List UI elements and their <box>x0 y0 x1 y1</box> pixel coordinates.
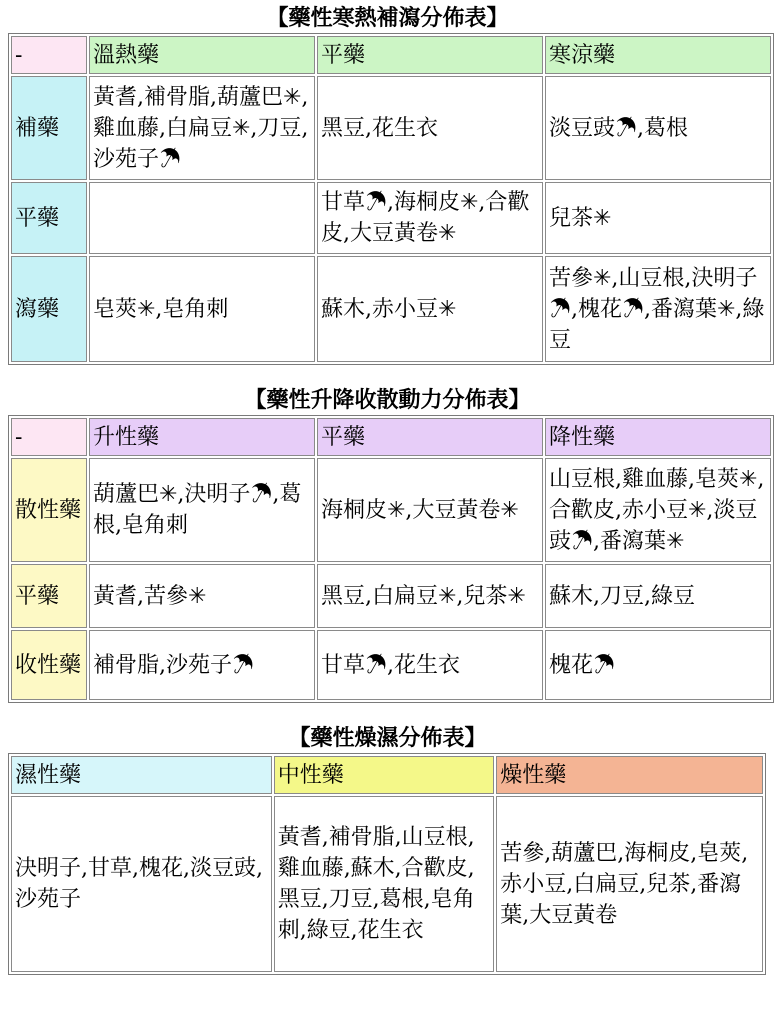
table-cell: 淡豆豉☂,葛根 <box>545 76 771 180</box>
table-cell: 皂莢✳,皂角刺 <box>89 256 315 362</box>
header-neutral: 中性藥 <box>274 756 495 794</box>
table1-title: 【藥性寒熱補瀉分佈表】 <box>266 5 509 31</box>
table-cell: 黃耆,苦參✳ <box>89 564 315 628</box>
header-cold-cool: 寒涼藥 <box>545 36 771 74</box>
table-cell: 苦參,葫蘆巴,海桐皮,皂莢,赤小豆,白扁豆,兒茶,番瀉葉,大豆黃卷 <box>496 796 763 972</box>
header-descending: 降性藥 <box>545 418 771 456</box>
table-cell: 甘草☂,花生衣 <box>317 630 543 700</box>
cold-hot-tonify-drain-table <box>8 33 774 365</box>
header-neutral: 平藥 <box>317 418 543 456</box>
table-cell: 蘇木,赤小豆✳ <box>317 256 543 362</box>
row-label-astringent: 收性藥 <box>11 630 87 700</box>
header-dry: 燥性藥 <box>496 756 763 794</box>
table-cell: 海桐皮✳,大豆黃卷✳ <box>317 458 543 562</box>
table-cell <box>89 182 315 254</box>
table-cell: 補骨脂,沙苑子☂ <box>89 630 315 700</box>
table-cell: 山豆根,雞血藤,皂莢✳,合歡皮,赤小豆✳,淡豆豉☂,番瀉葉✳ <box>545 458 771 562</box>
ascend-descend-table <box>8 415 774 703</box>
header-ascending: 升性藥 <box>89 418 315 456</box>
row-label-drain: 瀉藥 <box>11 256 87 362</box>
table-cell: 黑豆,花生衣 <box>317 76 543 180</box>
dry-damp-table <box>8 753 766 975</box>
table-cell: 苦參✳,山豆根,決明子☂,槐花☂,番瀉葉✳,綠豆 <box>545 256 771 362</box>
table-cell: 蘇木,刀豆,綠豆 <box>545 564 771 628</box>
row-label-neutral: 平藥 <box>11 182 87 254</box>
table-cell: 決明子,甘草,槐花,淡豆豉,沙苑子 <box>11 796 272 972</box>
table-cell: 葫蘆巴✳,決明子☂,葛根,皂角刺 <box>89 458 315 562</box>
header-warm-hot: 溫熱藥 <box>89 36 315 74</box>
table-cell: 槐花☂ <box>545 630 771 700</box>
row-label-dispersing: 散性藥 <box>11 458 87 562</box>
table3-title: 【藥性燥濕分佈表】 <box>288 725 487 751</box>
table-cell: 黑豆,白扁豆✳,兒茶✳ <box>317 564 543 628</box>
corner-header: - <box>11 418 87 456</box>
corner-header: - <box>11 36 87 74</box>
header-neutral: 平藥 <box>317 36 543 74</box>
table-cell: 甘草☂,海桐皮✳,合歡皮,大豆黃卷✳ <box>317 182 543 254</box>
table-cell: 黃耆,補骨脂,葫蘆巴✳,雞血藤,白扁豆✳,刀豆,沙苑子☂ <box>89 76 315 180</box>
row-label-neutral: 平藥 <box>11 564 87 628</box>
table-cell: 兒茶✳ <box>545 182 771 254</box>
table2-title: 【藥性升降收散動力分佈表】 <box>244 387 531 413</box>
table-cell: 黃耆,補骨脂,山豆根,雞血藤,蘇木,合歡皮,黑豆,刀豆,葛根,皂角刺,綠豆,花生衣 <box>274 796 495 972</box>
row-label-tonify: 補藥 <box>11 76 87 180</box>
header-damp: 濕性藥 <box>11 756 272 794</box>
